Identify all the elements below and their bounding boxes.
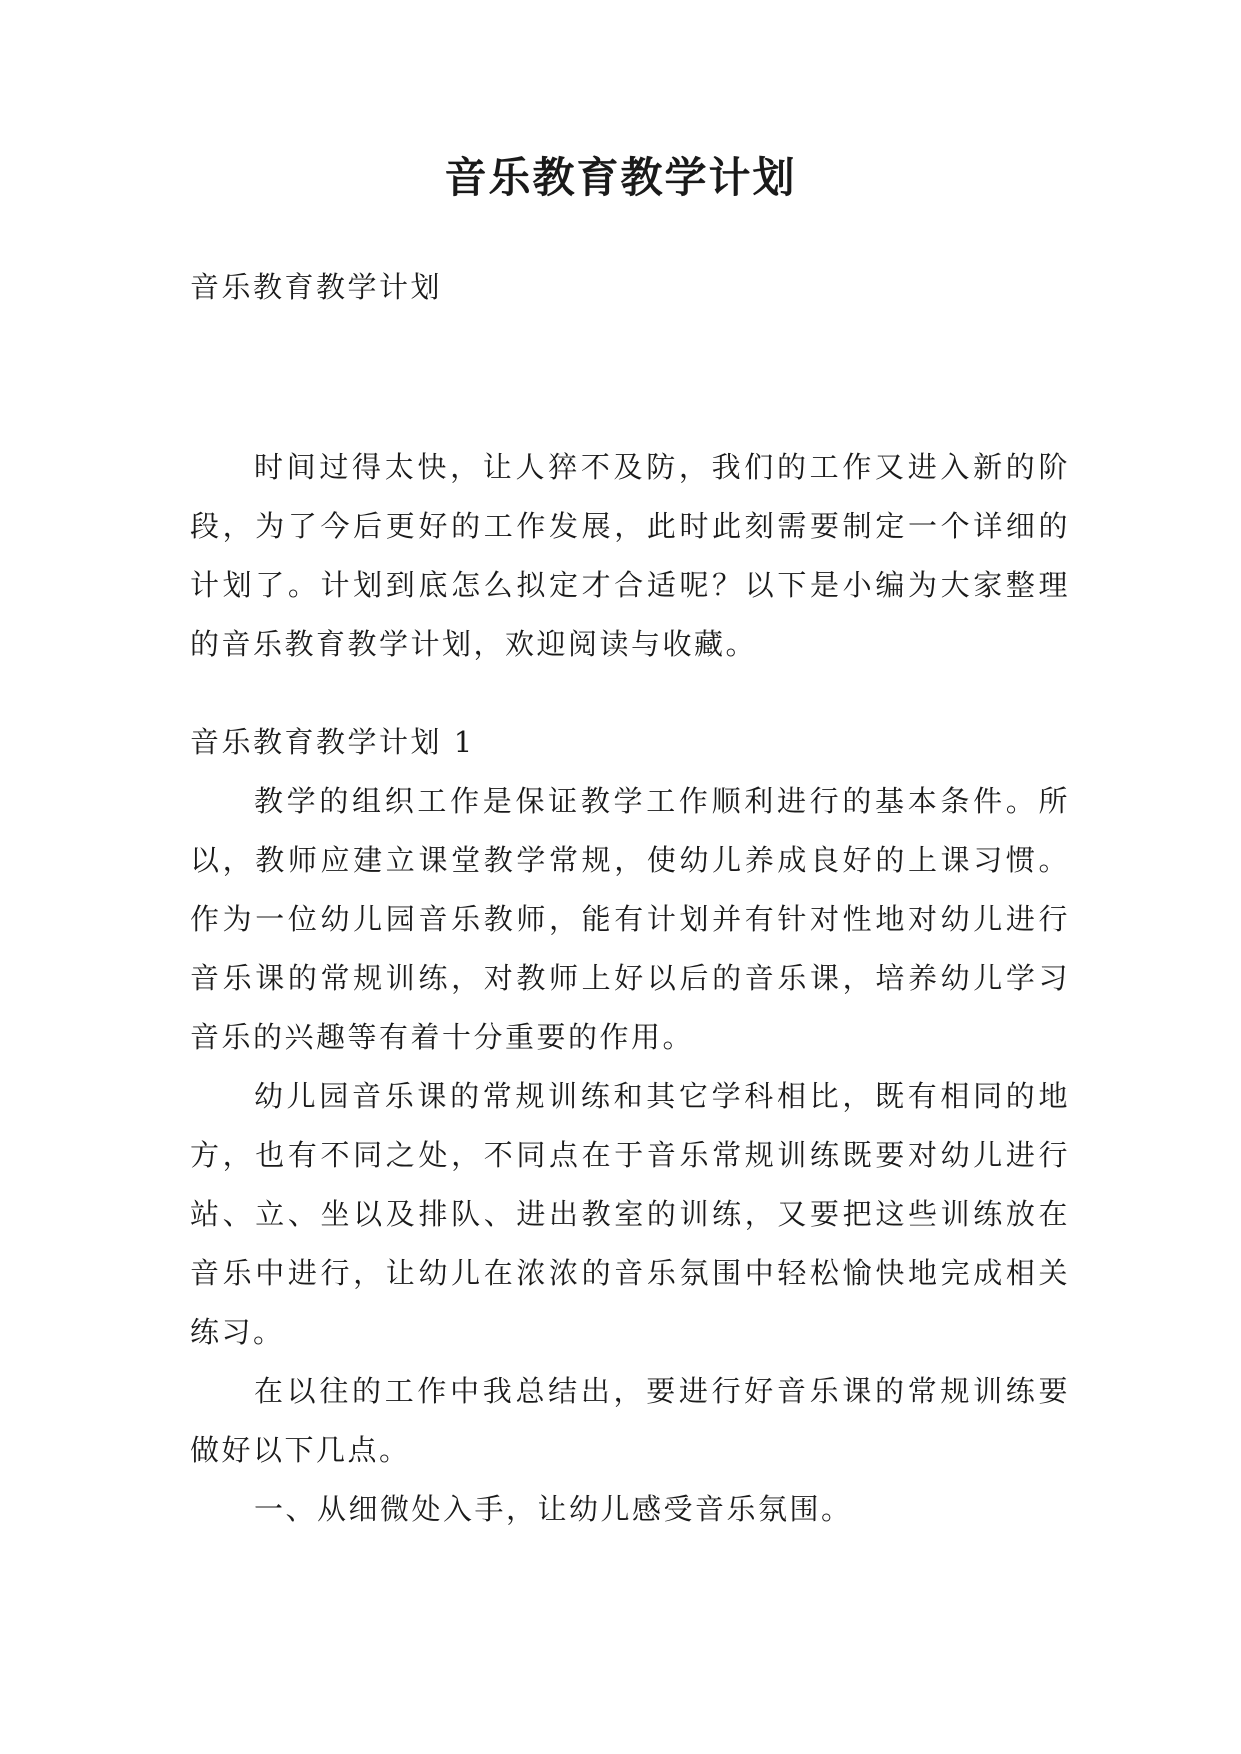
body-paragraph: 教学的组织工作是保证教学工作顺利进行的基本条件。所以，教师应建立课堂教学常规，使幼儿养成良好的上课习惯。作为一位幼儿园音乐教师，能有计划并有针对性地对幼儿进行音乐课的常规训练，对教师上好以后的音乐课，培养幼儿学习音乐的兴趣等有着十分重要的作用。 [190, 784, 1070, 1054]
list-heading: 一、从细微处入手，让幼儿感受音乐氛围。 [254, 1492, 853, 1526]
document-subtitle: 音乐教育教学计划 [190, 270, 443, 304]
document-title: 音乐教育教学计划 [444, 153, 797, 202]
body-paragraph: 幼儿园音乐课的常规训练和其它学科相比，既有相同的地方，也有不同之处，不同点在于音乐常规训练既要对幼儿进行站、立、坐以及排队、进出教室的训练，又要把这些训练放在音乐中进行，让幼儿在浓浓的音乐氛围中轻松愉快地完成相关练习。 [190, 1079, 1070, 1349]
section-heading: 音乐教育教学计划 1 [190, 725, 475, 759]
body-paragraph: 在以往的工作中我总结出，要进行好音乐课的常规训练要做好以下几点。 [190, 1374, 1070, 1467]
document-body [190, 258, 1070, 1539]
intro-paragraph: 时间过得太快，让人猝不及防，我们的工作又进入新的阶段，为了今后更好的工作发展，此时此刻需要制定一个详细的计划了。计划到底怎么拟定才合适呢？以下是小编为大家整理的音乐教育教学计划，欢迎阅读与收藏。 [190, 450, 1070, 661]
